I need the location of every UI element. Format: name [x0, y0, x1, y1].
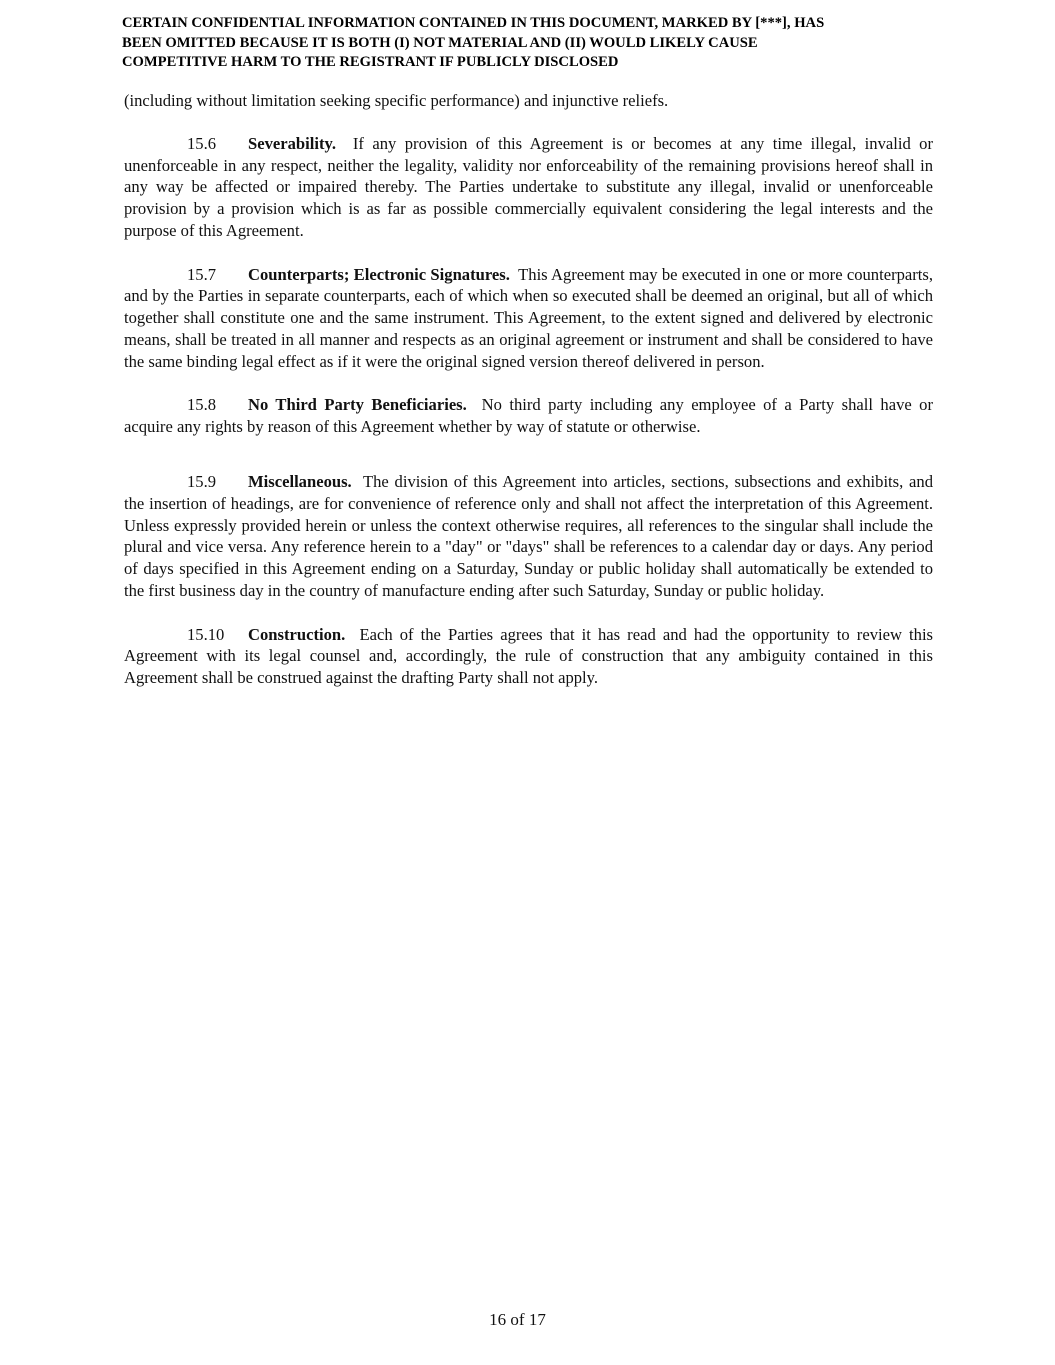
- section-15-7: [124, 264, 933, 373]
- section-text: The division of this Agreement into articles, sections, subsections and exhibits, and the insertion of headings, are for convenience of reference only and shall not affect the interpretation of this Agreement. Unless expressly provided herein or unless the context otherwise requires, all references to the singular shall include the plural and vice versa. Any reference herein to a "day" or "days" shall be references to a calendar day or days. Any period of days specified in this Agreement ending on a Saturday, Sunday or public holiday shall automatically be extended to the first business day in the country of manufacture ending after such Saturday, Sunday or public holiday.: [124, 471, 934, 600]
- confidentiality-header: [122, 14, 932, 73]
- section-15-9: [124, 471, 933, 602]
- section-text: Each of the Parties agrees that it has read and had the opportunity to review this Agreement with its legal counsel and, accordingly, the rule of construction that any ambiguity contained in this Agreement shall be construed against the drafting Party shall not apply.: [124, 624, 934, 688]
- section-15-10: [124, 624, 933, 689]
- header-line-3: COMPETITIVE HARM TO THE REGISTRANT IF PUBLICLY DISCLOSED: [122, 54, 619, 70]
- continuation-text: (including without limitation seeking specific performance) and injunctive reliefs.: [124, 91, 669, 110]
- header-line-1: CERTAIN CONFIDENTIAL INFORMATION CONTAINED IN THIS DOCUMENT, MARKED BY [***], HAS: [122, 15, 825, 31]
- section-number: 15.8: [187, 395, 217, 415]
- document-body: [124, 90, 933, 711]
- header-line-2: BEEN OMITTED BECAUSE IT IS BOTH (I) NOT MATERIAL AND (II) WOULD LIKELY CAUSE: [122, 34, 758, 51]
- section-number: 15.9: [187, 471, 217, 491]
- section-heading: Miscellaneous.: [248, 471, 352, 491]
- section-number: 15.6: [187, 133, 217, 153]
- section-15-6: [124, 133, 933, 242]
- section-heading: Severability.: [248, 133, 337, 153]
- section-number: 15.10: [187, 624, 225, 644]
- section-number: 15.7: [187, 264, 217, 284]
- section-heading: Construction.: [248, 624, 346, 644]
- section-text: No third party including any employee of a Party shall have or acquire any rights by reason of this Agreement whether by way of statute or otherwise.: [124, 395, 934, 437]
- section-heading: No Third Party Beneficiaries.: [248, 395, 467, 415]
- section-15-8: [124, 394, 933, 438]
- section-heading: Counterparts; Electronic Signatures.: [248, 264, 510, 284]
- section-text: If any provision of this Agreement is or becomes at any time illegal, invalid or unenforceable in any respect, neither the legality, validity nor enforceability of the remaining provisions hereof shall in any way be affected or impaired thereby. The Parties undertake to substitute any illegal, invalid or unenforceable provision by a provision which is as far as possible commercially equivalent considering the legal interests and the purpose of this Agreement.: [124, 133, 933, 240]
- page-number: 16 of 17: [489, 1310, 546, 1329]
- section-text: This Agreement may be executed in one or more counterparts, and by the Parties in separate counterparts, each of which when so executed shall be deemed an original, but all of which together shall constitute one and the same instrument. This Agreement, to the extent signed and delivered by electronic means, shall be treated in all manner and respects as an original agreement or instrument and shall be considered to have the same binding legal effect as if it were the original signed version thereof delivered in person.: [124, 264, 933, 371]
